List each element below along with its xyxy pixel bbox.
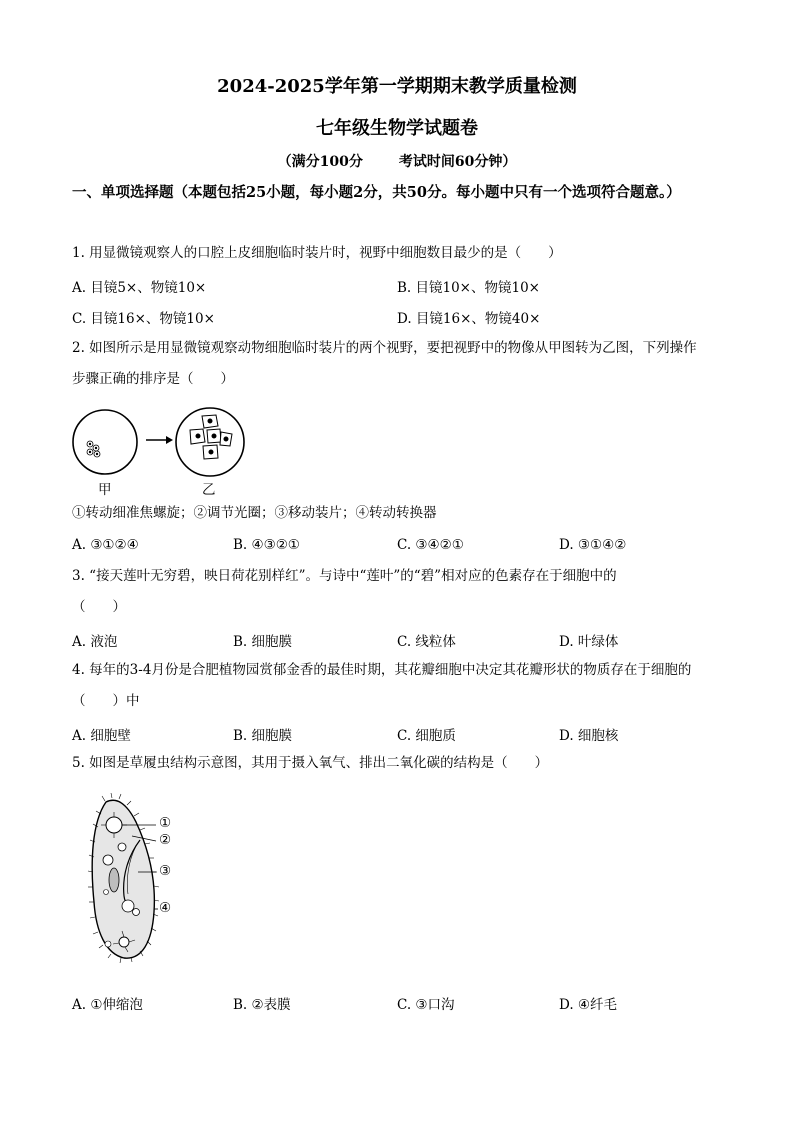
food-vacuole xyxy=(133,909,140,916)
q3-option-d: D. 叶绿体 xyxy=(559,634,619,650)
q3-option-a: A. 液泡 xyxy=(72,634,118,650)
food-vacuole xyxy=(122,900,134,912)
q5-option-a: A. ①伸缩泡 xyxy=(72,997,143,1013)
q4-option-b: B. 细胞膜 xyxy=(233,728,293,744)
question-2-steps: ①转动细准焦螺旋；②调节光圈；③移动装片；④转动转换器 xyxy=(72,505,437,521)
food-vacuole xyxy=(118,843,126,851)
full-score: （满分100分 xyxy=(277,154,363,170)
q2-option-a: A. ③①②④ xyxy=(72,537,139,553)
contractile-vacuole-top xyxy=(106,817,122,833)
paramecium-diagram xyxy=(84,792,190,968)
question-4-options xyxy=(72,724,732,744)
food-vacuole xyxy=(103,855,113,865)
exam-time: 考试时间60分钟） xyxy=(398,154,517,170)
q5-option-d: D. ④纤毛 xyxy=(559,997,618,1013)
question-5-options xyxy=(72,993,732,1013)
q2-option-d: D. ③①④② xyxy=(559,537,627,553)
label-3: ③ xyxy=(159,863,172,879)
q5-option-c: C. ③口沟 xyxy=(397,997,455,1013)
arrow-right-icon xyxy=(146,436,173,444)
q5-option-b: B. ②表膜 xyxy=(233,997,291,1013)
section-heading: 一、单项选择题（本题包括25小题，每小题2分，共50分。每小题中只有一个选项符合题意。） xyxy=(72,184,681,201)
q4-stem-line2: （ ）中 xyxy=(72,693,140,709)
question-2-stem xyxy=(72,333,732,395)
food-vacuole xyxy=(104,890,109,895)
question-3-options xyxy=(72,630,732,650)
q4-option-d: D. 细胞核 xyxy=(559,728,619,744)
q1-option-c: C. 目镜16×、物镜10× xyxy=(72,311,215,327)
q4-stem-line1: 4. 每年的3-4月份是合肥植物园赏郁金香的最佳时期，其花瓣细胞中决定其花瓣形状的物质存在于细胞的 xyxy=(72,662,692,678)
question-3-stem xyxy=(72,561,732,623)
label-4: ④ xyxy=(159,900,172,916)
question-4-stem xyxy=(72,655,732,717)
q4-option-c: C. 细胞质 xyxy=(397,728,456,744)
exam-title: 2024-2025学年第一学期期末教学质量检测 xyxy=(217,76,577,97)
label-2: ② xyxy=(159,832,172,848)
q2-stem-line1: 2. 如图所示是用显微镜观察动物细胞临时装片的两个视野，要把视野中的物像从甲图转为乙图，下列操作 xyxy=(72,340,697,356)
figure-label-yi: 乙 xyxy=(202,482,216,498)
exam-subtitle: 七年级生物学试题卷 xyxy=(316,118,478,139)
question-1-options-2 xyxy=(72,307,732,327)
q1-option-a: A. 目镜5×、物镜10× xyxy=(72,280,207,296)
q3-stem-line1: 3. “接天莲叶无穷碧，映日荷花别样红”。与诗中“莲叶”的“碧”相对应的色素存在于细胞中的 xyxy=(72,568,617,584)
q4-option-a: A. 细胞壁 xyxy=(72,728,131,744)
q1-option-b: B. 目镜10×、物镜10× xyxy=(397,280,540,296)
label-1: ① xyxy=(159,815,172,831)
question-5-stem: 5. 如图是草履虫结构示意图，其用于摄入氧气、排出二氧化碳的结构是（ ） xyxy=(72,755,549,771)
exam-info xyxy=(0,151,794,171)
food-vacuole xyxy=(105,941,111,947)
q2-option-b: B. ④③②① xyxy=(233,537,300,553)
q2-stem-line2: 步骤正确的排序是（ ） xyxy=(72,371,234,387)
microscope-view-figure xyxy=(70,404,250,480)
contractile-vacuole-bottom xyxy=(119,937,129,947)
q3-stem-line2: （ ） xyxy=(72,599,126,615)
figure-label-jia: 甲 xyxy=(98,482,112,498)
q3-option-c: C. 线粒体 xyxy=(397,634,456,650)
q1-option-d: D. 目镜16×、物镜40× xyxy=(397,311,541,327)
q3-option-b: B. 细胞膜 xyxy=(233,634,293,650)
question-2-options xyxy=(72,537,732,557)
question-1-options xyxy=(72,276,732,296)
nucleus xyxy=(109,868,119,892)
question-1-stem: 1. 用显微镜观察人的口腔上皮细胞临时装片时，视野中细胞数目最少的是（ ） xyxy=(72,245,562,261)
q2-option-c: C. ③④②① xyxy=(397,537,464,553)
view-jia-circle xyxy=(73,410,137,474)
